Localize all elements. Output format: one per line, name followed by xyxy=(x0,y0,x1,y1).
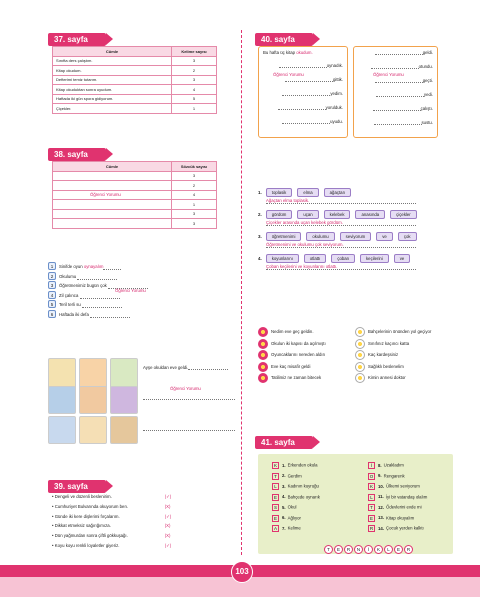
word-chip: öğretmenimi xyxy=(266,232,302,241)
flower-text: Bahçelerinin önünden yol geçiyor xyxy=(368,329,432,335)
s38-table xyxy=(52,161,217,229)
s41-item xyxy=(368,483,453,494)
blank-dots xyxy=(371,65,419,69)
line-ending: yedi. xyxy=(423,92,433,97)
answer-letters xyxy=(324,538,414,556)
s38-count: 4 xyxy=(172,190,217,200)
s41-letter: T xyxy=(368,504,375,511)
story-picture-5 xyxy=(79,386,107,414)
first-text: Bu hafta üç kitap xyxy=(263,50,297,55)
line-text: Haftada iki defa xyxy=(59,311,91,317)
s39-text: Günde iki kere dişlerimi fırçalarım. xyxy=(54,513,120,519)
s41-num: 2. xyxy=(282,473,286,479)
s39-mark: (✓) xyxy=(164,542,172,548)
line-ending: yedim. xyxy=(330,91,343,96)
blank-dots xyxy=(282,120,330,124)
flower-sentence xyxy=(258,339,358,351)
s41-text: Ödevlerini evde mi xyxy=(385,504,422,510)
answer-line xyxy=(143,399,235,400)
line-text: Zil çalınca xyxy=(59,292,80,298)
s38-sentence-blank xyxy=(53,171,172,181)
word-group xyxy=(258,254,448,276)
group-number: 2. xyxy=(258,212,262,217)
blank-dots xyxy=(375,51,423,55)
bullet: • xyxy=(52,503,55,509)
group-answer: Öğretmenimi ve okulumu çok seviyorum. xyxy=(266,242,416,248)
s41-letter: A xyxy=(273,526,277,531)
blank-dots xyxy=(373,107,421,111)
group-number: 4. xyxy=(258,256,262,261)
s41-item xyxy=(368,504,453,515)
line-ending: gittik. xyxy=(332,77,343,82)
s41-letter: E xyxy=(273,515,277,521)
s39-item xyxy=(52,543,222,553)
s37-count: 3 xyxy=(172,56,217,66)
answer-letter: E xyxy=(394,545,403,554)
s41-num: 5. xyxy=(282,504,286,510)
line-ending: oynadık. xyxy=(326,63,343,68)
s39-mark: (X) xyxy=(164,533,171,539)
s38-lines-note: Öğrenci Yorumu xyxy=(115,288,146,293)
word-chip: kelebek xyxy=(324,210,351,219)
word-chip: çiçekler xyxy=(390,210,417,219)
s38-picture-caption xyxy=(143,365,228,370)
flower-sentence xyxy=(355,327,455,339)
story-picture-4 xyxy=(48,386,76,414)
s41-num: 4. xyxy=(282,494,286,500)
flower-text: Okulun iki kapısı da açılmıştı xyxy=(271,340,326,346)
flower-icon xyxy=(355,327,365,337)
flower-text: Sağlıklı beslenelim xyxy=(368,363,404,369)
line-ending: yorulduk. xyxy=(325,105,343,110)
blank-dots xyxy=(282,92,330,96)
s41-item xyxy=(368,515,453,526)
bullet: • xyxy=(52,494,55,499)
bullet: • xyxy=(52,533,55,539)
s41-item xyxy=(368,525,453,536)
word-group xyxy=(258,232,448,254)
s38-count: 3 xyxy=(172,171,217,181)
s38-count: 2 xyxy=(172,181,217,191)
flower-icon xyxy=(258,339,268,349)
s41-item xyxy=(272,515,357,526)
section-40-title: 40. sayfa xyxy=(255,33,313,46)
s41-text: İyi bir vatandaş olalım xyxy=(385,494,428,500)
word-group xyxy=(258,188,448,210)
s38-row xyxy=(53,200,217,210)
word-chip: koyunlarını xyxy=(266,254,299,263)
s38-line xyxy=(48,310,238,320)
s39-text: Dikkat etmeksiz sağırığımıza. xyxy=(54,523,111,529)
s41-text: Okul xyxy=(287,504,297,510)
s39-mark: (✓) xyxy=(164,494,172,499)
s37-count: 2 xyxy=(172,66,217,76)
s41-text: Erkenden okula xyxy=(287,462,318,468)
s39-text: Koyu koyu renkli loyaletler giyeriz. xyxy=(54,542,120,548)
flower-icon xyxy=(355,362,365,372)
group-number: 3. xyxy=(258,234,262,239)
flower-text: Kimin annesi doktor xyxy=(368,375,406,381)
line-ending: uyudu. xyxy=(330,119,343,124)
blank-dots xyxy=(285,78,333,82)
s38-row xyxy=(53,171,217,181)
blank-dots xyxy=(375,79,423,83)
s40-right-line xyxy=(358,120,433,134)
s40-left-note: Öğrenci Yorumu xyxy=(273,72,304,77)
s38-teacher-note: Öğrenci Yorumu xyxy=(90,192,121,197)
s38-line xyxy=(48,262,238,272)
s41-letter: E xyxy=(273,494,277,500)
s41-item xyxy=(272,483,357,494)
s38-row xyxy=(53,219,217,229)
word-chip: çoban xyxy=(331,254,355,263)
s40-left-line xyxy=(263,105,343,119)
s38-row xyxy=(53,190,217,200)
s41-text: Kitap okuyalım xyxy=(385,515,415,521)
s41-num: 12. xyxy=(378,504,384,510)
s41-item xyxy=(368,473,453,484)
s41-num: 10. xyxy=(378,483,384,489)
s37-row xyxy=(53,85,217,95)
s41-letter: İ xyxy=(368,462,375,469)
s37-sentence: Sınıfta ders çalıştım. xyxy=(53,56,172,66)
s38-count: 3 xyxy=(172,209,217,219)
line-text: Okulumu xyxy=(59,273,78,279)
s37-row xyxy=(53,94,217,104)
s41-letter: R xyxy=(369,526,374,531)
word-chip: ve xyxy=(376,232,393,241)
line-ending: geldi. xyxy=(422,50,433,55)
flower-text: Eve kaç misafir geldi xyxy=(271,363,311,369)
line-text: Öğretmenimiz bugün çok xyxy=(59,283,108,288)
line-answer: oynayalım xyxy=(83,264,104,269)
s41-item xyxy=(272,462,357,473)
s38-line xyxy=(48,272,238,282)
s39-item xyxy=(52,533,222,543)
answer-line xyxy=(143,430,235,431)
flower-icon xyxy=(355,350,365,360)
blank-dots xyxy=(82,304,122,308)
s39-mark: (✓) xyxy=(164,513,172,519)
s38-sentence-blank xyxy=(53,219,172,229)
s37-count: 3 xyxy=(172,75,217,85)
line-number: 5 xyxy=(48,300,56,308)
s38-sentence-blank xyxy=(53,181,172,191)
blank-dots xyxy=(90,314,130,318)
s41-item xyxy=(272,473,357,484)
s40-right-box xyxy=(353,46,438,138)
s39-mark: (X) xyxy=(164,503,171,509)
sentence-flowers-right xyxy=(355,327,455,385)
s41-item xyxy=(272,494,357,505)
column-divider xyxy=(241,30,242,555)
flower-sentence xyxy=(258,350,358,362)
s41-text: Ağlıyor xyxy=(287,515,301,521)
flower-sentence xyxy=(355,339,455,351)
word-chip: uçan xyxy=(297,210,318,219)
s41-text: Çocuk yerden kalktı xyxy=(385,525,424,531)
s41-letter: K xyxy=(273,463,277,468)
s40-right-line xyxy=(358,92,433,106)
s41-num: 6. xyxy=(282,515,286,521)
caption-text: Ayşe okuldan eve geldi. xyxy=(143,365,189,370)
flower-icon xyxy=(258,373,268,383)
flower-icon xyxy=(258,362,268,372)
s37-sentence: Defterimi temiz tutarım. xyxy=(53,75,172,85)
s41-item xyxy=(368,462,453,473)
blank-dots xyxy=(279,64,327,68)
sentence-flowers-left xyxy=(258,327,358,385)
s37-col-count: Kelime sayısı xyxy=(172,47,217,57)
s41-num: 7. xyxy=(282,525,286,531)
s37-sentence: Haftada iki gün spora gidiyorum. xyxy=(53,94,172,104)
s41-letter: L xyxy=(368,494,375,501)
line-number: 3 xyxy=(48,281,56,289)
s41-num: 13. xyxy=(378,515,384,521)
flower-sentence xyxy=(258,327,358,339)
s38-line xyxy=(48,300,238,310)
s41-num: 9. xyxy=(378,473,382,479)
flower-sentence xyxy=(355,350,455,362)
line-number: 4 xyxy=(48,291,56,299)
s38-picture-note: Öğrenci Yorumu xyxy=(170,386,201,391)
s41-text: Kadının kuyruğu xyxy=(287,483,319,489)
flower-text: Sınıfınız kaçıncı katta xyxy=(368,340,410,346)
s41-num: 3. xyxy=(282,483,286,489)
word-chip: ağaçtan xyxy=(324,188,351,197)
group-answer: Ağaçtan elma toplasik. xyxy=(266,198,416,204)
answer-letter: İ xyxy=(364,545,373,554)
s41-num: 11. xyxy=(378,494,384,500)
bullet: • xyxy=(52,523,55,529)
s39-true-false-list xyxy=(52,494,222,553)
bullet: • xyxy=(52,513,55,519)
section-41-title: 41. sayfa xyxy=(255,436,313,449)
blank-dots xyxy=(278,106,326,110)
word-chip: çok xyxy=(398,232,417,241)
s40-right-line xyxy=(358,106,433,120)
s37-row xyxy=(53,104,217,114)
s40-left-line xyxy=(263,91,343,105)
s41-note-card xyxy=(258,454,453,554)
answer-letter: N xyxy=(354,545,363,554)
s37-row xyxy=(53,66,217,76)
s37-sentence: Kitap okuduktan sonra uyudum. xyxy=(53,85,172,95)
word-chip: toplasik xyxy=(266,188,293,197)
answer-letter: R xyxy=(344,545,353,554)
s37-sentence: Kitap okudum. xyxy=(53,66,172,76)
blank-dots xyxy=(374,121,422,125)
word-chip: anasında xyxy=(355,210,385,219)
s41-letter: L xyxy=(272,483,279,490)
word-chip: gördüm xyxy=(266,210,293,219)
word-chip: ve xyxy=(394,254,411,263)
s37-row xyxy=(53,56,217,66)
story-picture-9 xyxy=(110,416,138,444)
s38-col-count: Sözcük sayısı xyxy=(172,162,217,172)
s38-col-sentence: Cümle xyxy=(53,162,172,172)
s41-item xyxy=(368,494,453,505)
answer-letter: L xyxy=(384,545,393,554)
s40-left-box xyxy=(258,46,348,138)
story-picture-8 xyxy=(79,416,107,444)
section-39-title: 39. sayfa xyxy=(48,480,106,493)
s41-item xyxy=(272,525,357,536)
s39-text: Dengeli ve düzenli beslenirim. xyxy=(54,494,112,499)
s37-count: 1 xyxy=(172,104,217,114)
s40-left-line xyxy=(263,119,343,133)
flower-icon xyxy=(355,373,365,383)
s41-text: Ülkemi seviyorum xyxy=(385,483,420,489)
s41-text: Bahçede oynarık xyxy=(287,494,320,500)
s40-left-line xyxy=(263,77,343,91)
flower-icon xyxy=(258,350,268,360)
answer-letter: E xyxy=(334,545,343,554)
flower-text: Kaç kardeşsiniz xyxy=(368,352,399,358)
s41-text: Gerdim xyxy=(287,473,302,479)
s39-text: Cumhuriyet Bulvarında okuyorum ben. xyxy=(54,503,129,509)
s38-row xyxy=(53,181,217,191)
group-answer: Çoban keçilerini ve koyunlarını otlattı. xyxy=(266,264,416,270)
s41-letter: T xyxy=(272,473,279,480)
line-number: 1 xyxy=(48,262,56,270)
answer-letter: R xyxy=(404,545,413,554)
section-38-title: 38. sayfa xyxy=(48,148,106,161)
flower-text: Tatilimiz ne zaman bitecek xyxy=(271,375,322,381)
s40-right-line xyxy=(358,50,433,64)
s41-text: Kelime xyxy=(287,525,301,531)
s38-count: 1 xyxy=(172,200,217,210)
blank-dots xyxy=(77,276,117,280)
word-chip: elma xyxy=(297,188,318,197)
s38-count: 3 xyxy=(172,219,217,229)
s38-sentence-blank xyxy=(53,209,172,219)
flower-text: Nedim eve geç geldin. xyxy=(271,329,314,335)
s37-col-sentence: Cümle xyxy=(53,47,172,57)
s40-word-ordering xyxy=(258,188,448,276)
s38-row xyxy=(53,209,217,219)
s41-letter: O xyxy=(369,473,374,479)
s41-num: 14. xyxy=(378,525,384,531)
s39-item xyxy=(52,494,222,504)
flower-icon xyxy=(258,327,268,337)
word-chip: seviyorum xyxy=(340,232,372,241)
s41-letter: K xyxy=(369,484,373,489)
s37-count: 5 xyxy=(172,94,217,104)
page-number: 103 xyxy=(231,561,253,583)
s41-text: Rengarenk xyxy=(383,473,405,479)
s37-count: 4 xyxy=(172,85,217,95)
s40-first-line xyxy=(263,50,343,63)
flower-icon xyxy=(355,339,365,349)
s39-text: Dün yağmurdan sonra çiftli gökkuşağı. xyxy=(54,533,128,539)
s41-letter: E xyxy=(369,515,373,521)
first-answer: okudum. xyxy=(296,50,313,55)
s39-item xyxy=(52,523,222,533)
line-ending: otundu. xyxy=(418,64,433,69)
answer-letter: T xyxy=(324,545,333,554)
story-picture-7 xyxy=(48,416,76,444)
section-37-title: 37. sayfa xyxy=(48,33,106,46)
line-text: Teril terli su xyxy=(59,302,82,307)
blank-dots xyxy=(80,295,120,299)
s41-item xyxy=(272,504,357,515)
flower-sentence xyxy=(355,362,455,374)
flower-sentence xyxy=(258,373,358,385)
s39-mark: (X) xyxy=(164,523,171,529)
s41-num: 8. xyxy=(378,462,382,468)
story-picture-6 xyxy=(110,386,138,414)
group-number: 1. xyxy=(258,190,262,195)
word-chip: otlattı xyxy=(304,254,327,263)
answer-letter: K xyxy=(374,545,383,554)
line-number: 6 xyxy=(48,310,56,318)
word-chip: keçilerini xyxy=(360,254,389,263)
s37-table xyxy=(52,46,217,114)
flower-sentence xyxy=(258,362,358,374)
flower-text: Oyuncaklarını nereden aldın xyxy=(271,352,325,358)
s41-letter: S xyxy=(273,505,277,510)
s37-row xyxy=(53,75,217,85)
s39-item xyxy=(52,514,222,524)
s40-right-line xyxy=(358,78,433,92)
blank-dots xyxy=(376,93,424,97)
flower-sentence xyxy=(355,373,455,385)
line-number: 2 xyxy=(48,272,56,280)
line-ending: geçti. xyxy=(422,78,433,83)
s41-num: 1. xyxy=(282,462,286,468)
s41-text: Uzakladım xyxy=(383,462,404,468)
s40-right-note: Öğrenci Yorumu xyxy=(373,72,404,77)
blank-dots xyxy=(103,266,121,270)
line-text: Sinifde oyun xyxy=(59,264,84,269)
group-answer: Çiçekler arasında uçan kelebek gördüm. xyxy=(266,220,416,226)
bullet: • xyxy=(52,542,55,548)
s37-sentence: Çiçekler. xyxy=(53,104,172,114)
line-ending: çalıştı. xyxy=(420,106,433,111)
line-ending: sustu. xyxy=(421,120,433,125)
word-group xyxy=(258,210,448,232)
s38-sentence-blank xyxy=(53,200,172,210)
word-chip: okulumu xyxy=(306,232,334,241)
s39-item xyxy=(52,504,222,514)
